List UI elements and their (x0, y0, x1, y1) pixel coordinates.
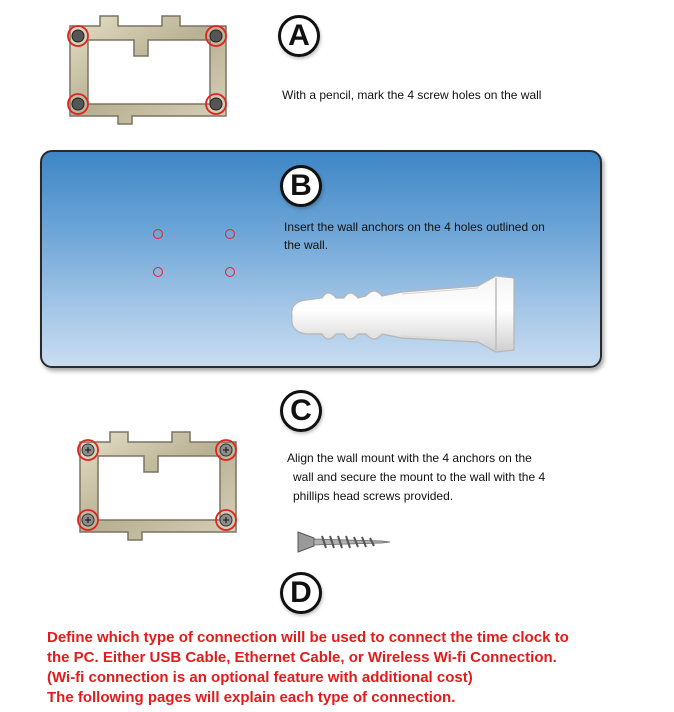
wall-mount-bracket-image-c (72, 428, 244, 546)
connection-notice-line4: The following pages will explain each type of connection. (47, 689, 456, 706)
step-badge-b: B (280, 165, 322, 207)
wall-anchor-image (282, 272, 522, 354)
step-badge-d: D (280, 572, 322, 614)
marked-hole (153, 267, 163, 277)
phillips-screw-image (296, 528, 392, 556)
step-badge-c: C (280, 390, 322, 432)
marked-hole (225, 267, 235, 277)
wall-mount-bracket-image-a (62, 12, 234, 130)
connection-notice-line3: (Wi-fi connection is an optional feature with additional cost) (47, 669, 473, 686)
connection-notice-line2: the PC. Either USB Cable, Ethernet Cable, or Wireless Wi-fi Connection. (47, 649, 557, 666)
step-b-instruction-line1: Insert the wall anchors on the 4 holes outlined on (284, 220, 545, 234)
step-a-instruction: With a pencil, mark the 4 screw holes on the wall (282, 88, 542, 102)
step-c-instruction-line1: Align the wall mount with the 4 anchors on the (287, 451, 532, 465)
connection-notice-line1: Define which type of connection will be used to connect the time clock to (47, 629, 569, 646)
step-badge-a: A (278, 15, 320, 57)
step-b-instruction-line2: the wall. (284, 238, 329, 252)
step-c-instruction-line2: wall and secure the mount to the wall with the 4 (293, 470, 546, 484)
step-c-instruction-line3: phillips head screws provided. (293, 489, 454, 503)
connection-notice (47, 628, 667, 708)
marked-hole (153, 229, 163, 239)
marked-hole (225, 229, 235, 239)
